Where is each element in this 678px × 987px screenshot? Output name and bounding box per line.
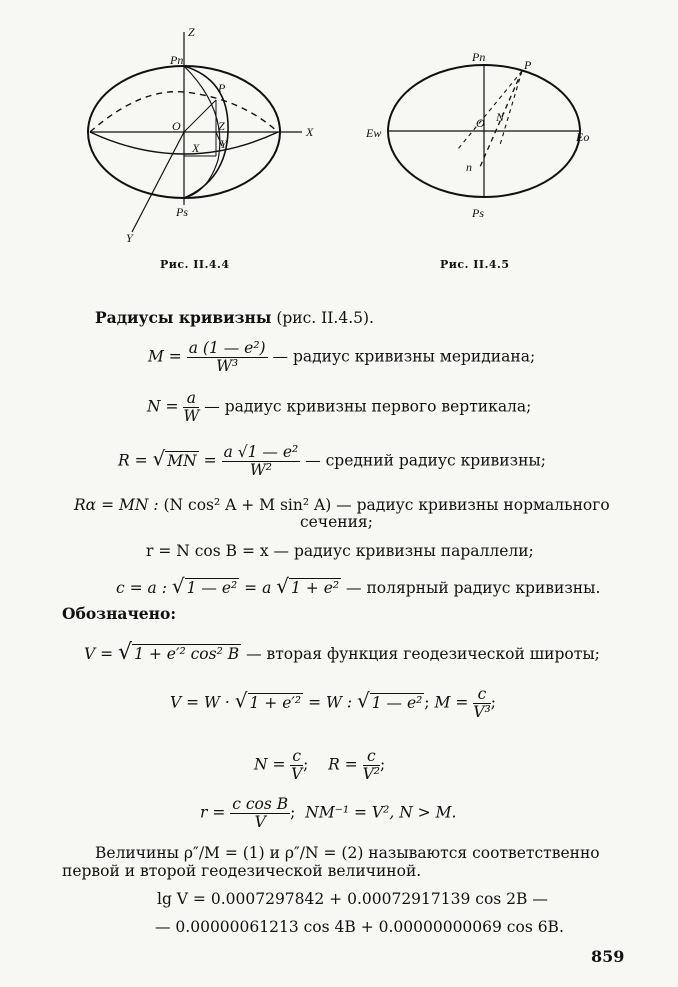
r-radicand: MN xyxy=(167,451,197,470)
label-y: Y xyxy=(220,137,227,151)
label-p: P xyxy=(218,81,226,95)
label-x-axis: X xyxy=(306,125,314,139)
label-pn: Pn xyxy=(170,53,184,67)
ra-lhs: Rα = MN : xyxy=(74,496,159,514)
label-z: Z xyxy=(218,119,225,133)
heading-rest: (рис. II.4.5). xyxy=(276,309,374,327)
label-o: O xyxy=(172,119,181,133)
ra-description: (N cos² A + M sin² A) — радиус кривизны нормального xyxy=(163,496,610,514)
formula-lgv-line-2: — 0.00000061213 cos 4B + 0.00000000069 cos 6B. xyxy=(155,918,564,936)
heading-bold: Радиусы кривизны xyxy=(95,308,272,327)
label-ps: Ps xyxy=(472,206,484,220)
figure-ellipsoid-coordinates xyxy=(80,20,330,250)
page-number: 859 xyxy=(591,947,625,966)
formula-parallel-radius: r = N cos B = x — радиус кривизны параллели; xyxy=(146,542,534,560)
n-description: — радиус кривизны первого вертикала; xyxy=(204,397,532,416)
paragraph-line-1: Величины ρ″/M = (1) и ρ″/N = (2) называются соответственно xyxy=(95,844,600,862)
m-lhs: M = xyxy=(148,347,182,366)
v-description: — вторая функция геодезической широты; xyxy=(246,645,600,663)
formula-meridian-radius xyxy=(148,340,535,375)
paragraph-line-2: первой и второй геодезической величиной. xyxy=(62,862,422,880)
formula-polar-radius: c = a : √ 1 — e² = a √ 1 + e² — полярный радиус кривизны. xyxy=(116,574,601,598)
section-heading xyxy=(95,308,374,327)
formula-normal-section-radius-cont: сечения; xyxy=(300,513,373,531)
normal-line-3 xyxy=(500,71,522,145)
label-y-axis: Y xyxy=(126,231,133,245)
normal-line-2 xyxy=(458,71,522,149)
n-fraction: $\frac{a}{W}$ xyxy=(183,389,200,425)
formula-normal-section-radius xyxy=(74,496,610,514)
n-lhs: N = xyxy=(147,397,179,416)
label-o: O xyxy=(476,116,485,130)
formula-r-relations: r = $\frac{\text{c cos B}}{V}$ ; NM⁻¹ = V², N > M. xyxy=(200,795,457,831)
r-description: — средний радиус кривизны; xyxy=(305,451,546,470)
c-description: — полярный радиус кривизны. xyxy=(346,579,601,597)
label-n-lower: n xyxy=(466,160,472,174)
figure-caption-1: Рис. II.4.4 xyxy=(160,258,230,271)
label-eo: Eo xyxy=(576,130,590,144)
oboznacheno-label: Обозначено: xyxy=(62,604,177,623)
label-z-axis: Z xyxy=(188,25,195,39)
formula-v-relations: V = W · √ 1 + e′² = W : √ 1 — e² ; M = $\frac{c}{\text{V³}}$ ; xyxy=(170,685,496,721)
r-fraction: $\frac{\text{a √1 — e²}}{\text{W²}}$ xyxy=(223,443,299,479)
label-p: P xyxy=(524,58,532,72)
formula-mean-radius: R = √ MN = $\frac{\text{a √1 — e²}}{\text{W²}}$ — средний радиус кривизны; xyxy=(118,443,546,479)
m-description: — радиус кривизны меридиана; xyxy=(272,347,536,366)
m-fraction: $\frac{\text{a (1 — e²)}}{\text{W³}}$ xyxy=(188,339,266,375)
label-pn: Pn xyxy=(472,50,486,64)
label-ew: Ew xyxy=(366,126,382,140)
label-ps: Ps xyxy=(176,205,188,219)
radius-line xyxy=(184,100,216,132)
formula-prime-vertical-radius xyxy=(147,390,531,425)
formula-second-function: V = √ 1 + e′² cos² B — вторая функция геодезической широты; xyxy=(84,640,600,665)
r-lhs: R = xyxy=(118,451,148,470)
formula-lgv-line-1: lg V = 0.0007297842 + 0.00072917139 cos 2B — xyxy=(157,890,548,908)
label-n-upper: N xyxy=(496,110,505,124)
figure-caption-2: Рис. II.4.5 xyxy=(440,258,510,271)
figure-meridian-section xyxy=(360,45,600,235)
label-x: X xyxy=(192,141,200,155)
formula-n-r-relations: N = $\frac{c}{V}$ ; R = $\frac{c}{\text{V²}}$ ; xyxy=(254,747,386,783)
